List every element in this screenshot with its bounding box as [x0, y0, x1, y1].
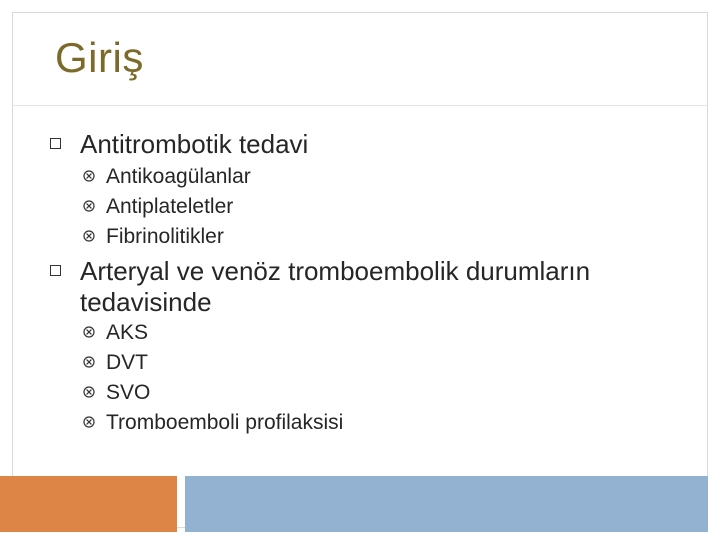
sub-bullet-text: Fibrinolitikler [106, 225, 224, 248]
sub-bullet-item [83, 164, 583, 194]
sub-bullet-text: Antikoagülanlar [106, 165, 251, 188]
sub-bullet-text: AKS [106, 321, 149, 344]
bullet-text: Arteryal ve venöz tromboembolik durumların tedavisinde [80, 256, 591, 317]
sub-bullet-text: Antiplateletler [106, 195, 234, 218]
sub-bullet-text: Tromboemboli profilaksisi [106, 411, 344, 434]
circled-x-bullet-icon [83, 326, 95, 338]
sub-bullet-item [83, 320, 583, 350]
title-divider [12, 105, 708, 106]
slide-title: Giriş [55, 34, 144, 81]
circled-x-bullet-icon [83, 416, 95, 428]
circled-x-bullet-icon [83, 200, 95, 212]
circled-x-bullet-icon [83, 386, 95, 398]
sub-bullet-item [83, 194, 583, 224]
square-bullet-icon [50, 138, 61, 149]
sub-bullet-item [83, 350, 583, 380]
bullet-text: Antitrombotik tedavi [80, 129, 309, 159]
sub-bullet-text: SVO [106, 381, 151, 404]
circled-x-bullet-icon [83, 230, 95, 242]
square-bullet-icon [50, 265, 61, 276]
sub-bullet-text: DVT [106, 351, 148, 374]
sub-bullet-item [83, 410, 583, 440]
circled-x-bullet-icon [83, 356, 95, 368]
footer-accent-orange [0, 476, 177, 532]
sub-bullet-item [83, 224, 583, 254]
footer-accent-blue [185, 476, 708, 532]
circled-x-bullet-icon [83, 170, 95, 182]
sub-bullet-item [83, 380, 583, 410]
